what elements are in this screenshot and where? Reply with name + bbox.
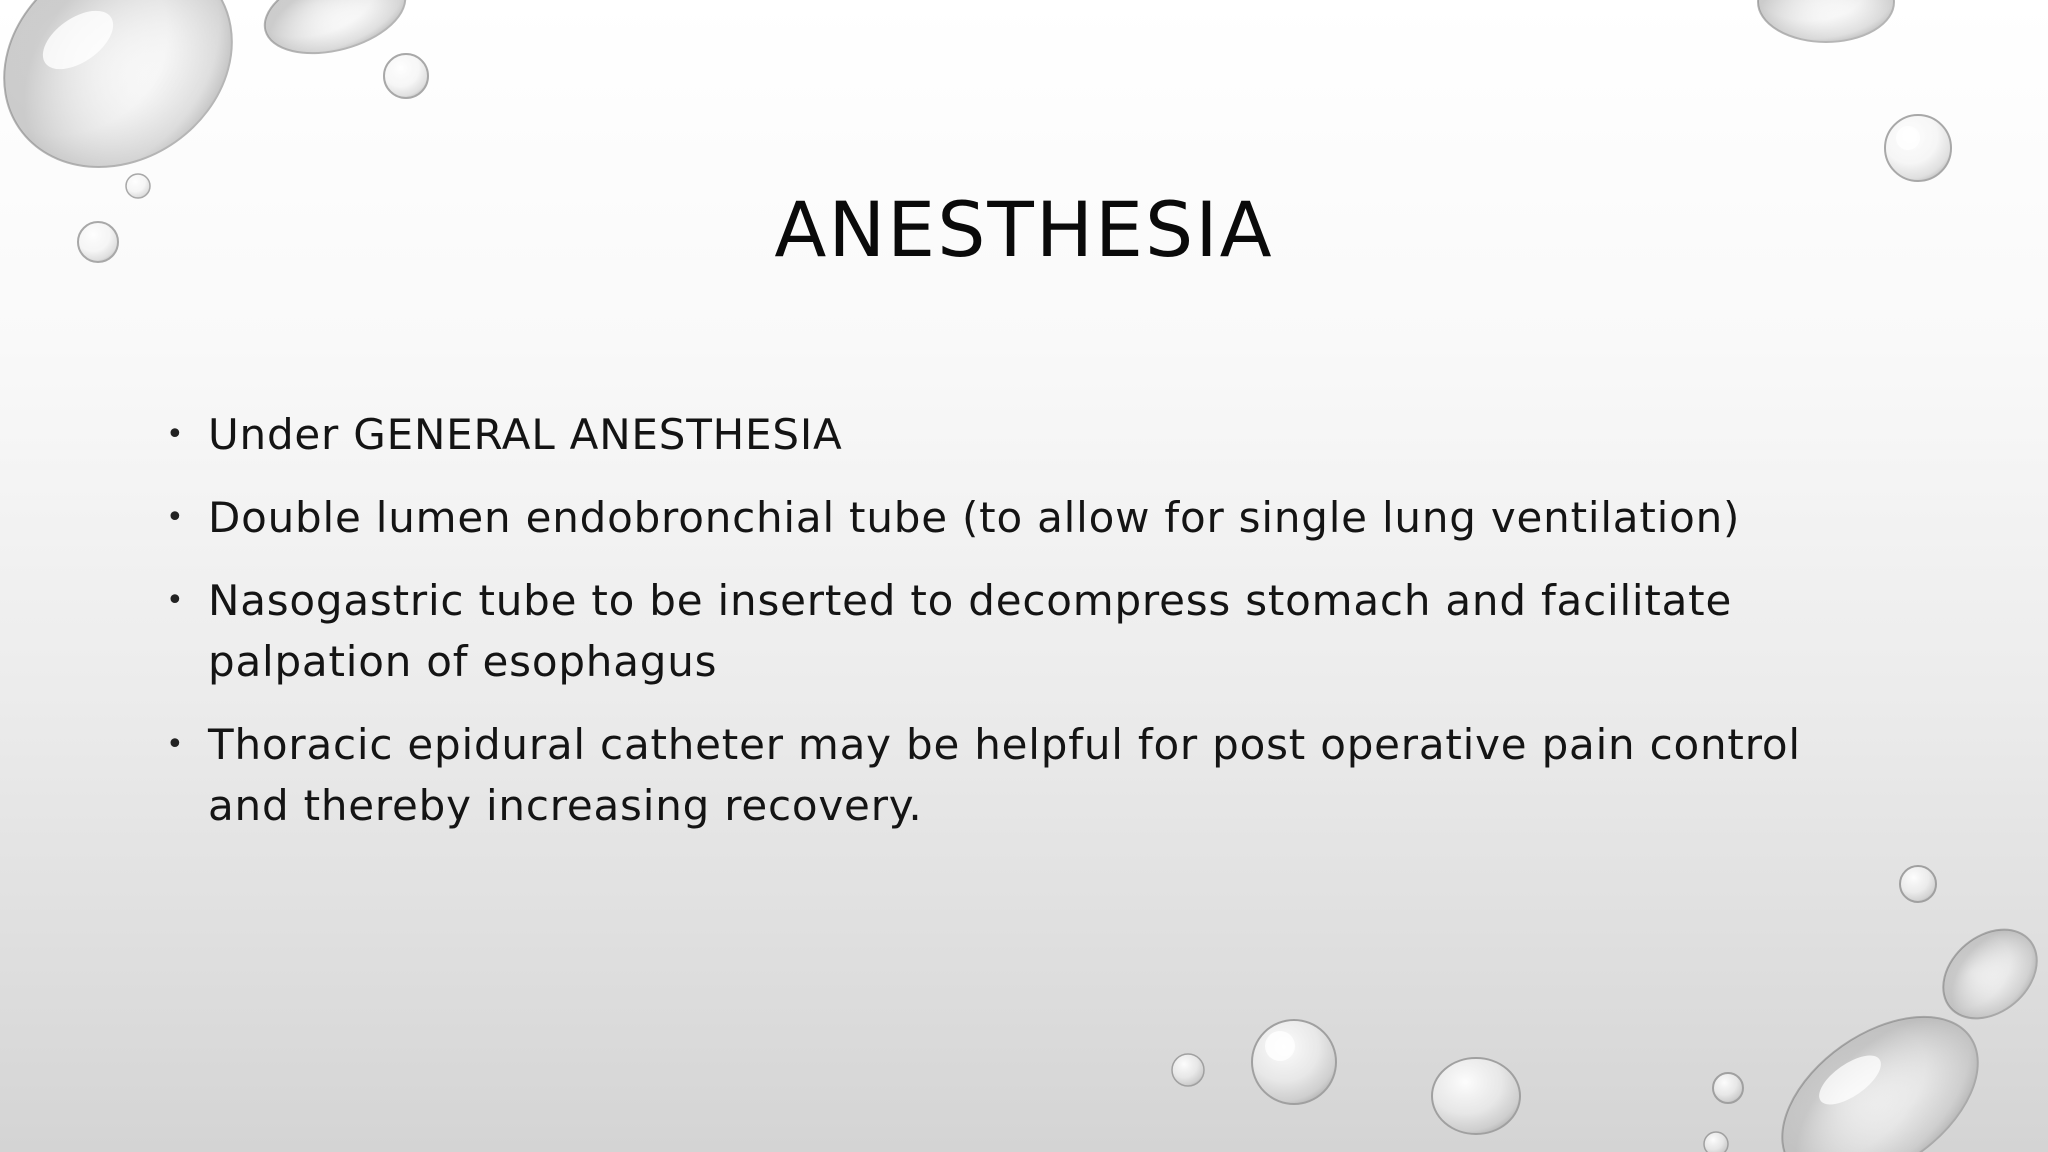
bullet-icon: • [166,417,185,452]
drop-top-left-medium [256,0,415,67]
drop-top-right [1758,0,1894,42]
list-item [160,714,1880,836]
list-item [160,404,1880,465]
bullet-text: Thoracic epidural catheter may be helpful for post operative pain control and thereby increasing recovery. [208,720,1801,830]
bullet-icon: • [166,727,185,762]
bullet-text: Under GENERAL ANESTHESIA [208,410,843,459]
bullet-icon: • [166,500,185,535]
slide-title: ANESTHESIA [774,185,1274,274]
bullet-text: Nasogastric tube to be inserted to decompress stomach and facilitate palpation of esophagus [208,576,1733,686]
list-item [160,487,1880,548]
drop-bottom-right-elongated [1926,911,2048,1036]
bullet-icon: • [166,583,185,618]
bullet-text: Double lumen endobronchial tube (to allow for single lung ventilation) [208,493,1741,542]
drop-bottom-right-large [1752,983,2008,1152]
drop-top-left-large [0,0,274,211]
list-item [160,570,1880,692]
bullet-list [160,404,1880,858]
